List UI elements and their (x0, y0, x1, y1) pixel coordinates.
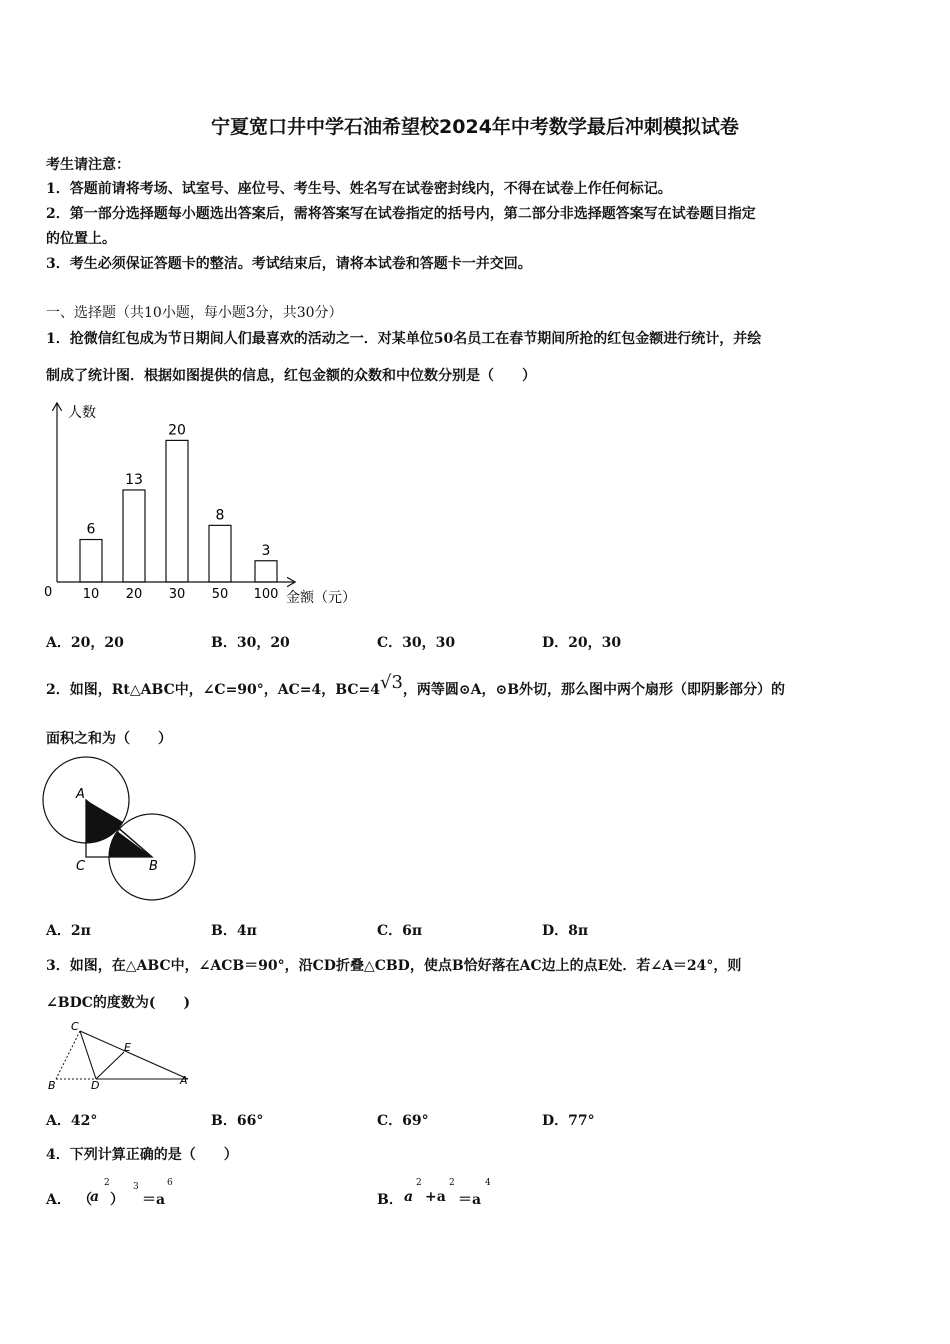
x-axis-label: 金额（元） (286, 590, 356, 606)
y-axis-label: 人数 (68, 405, 96, 421)
q2-stem-line1 (46, 672, 786, 699)
origin-label: 0 (44, 585, 53, 600)
q3-option-c[interactable]: C．69° (377, 1113, 429, 1129)
q3-stem-line2: ∠BDC的度数为( ) (46, 995, 191, 1011)
label-b: B (149, 859, 158, 874)
bar-value-label: 13 (125, 471, 143, 488)
section-heading: 一、选择题（共10小题，每小题3分，共30分） (46, 305, 343, 321)
bar-50 (209, 525, 231, 582)
q3-option-d[interactable]: D．77° (542, 1113, 595, 1129)
bar-value-label: 3 (261, 542, 271, 559)
notice-item: 2．第一部分选择题每小题选出答案后，需将答案写在试卷指定的括号内，第二部分非选择题答案写在试卷题目指定 (46, 206, 756, 222)
bar-10 (80, 540, 102, 582)
q1-option-d[interactable]: D．20，30 (542, 635, 622, 651)
q1-option-b[interactable]: B．30，20 (211, 635, 290, 651)
bar-100 (255, 561, 277, 582)
label-c: C (76, 859, 86, 874)
q2-stem-line2: 面积之和为（ ） (46, 731, 172, 747)
q4-stem: 4．下列计算正确的是（ ） (46, 1147, 238, 1163)
bar-value-label: 8 (215, 507, 225, 524)
x-tick-label: 10 (82, 587, 100, 602)
q2-stem-part2: ，两等圆⊙A，⊙B外切，那么图中两个扇形（即阴影部分）的 (402, 682, 786, 698)
q3-option-b[interactable]: B．66° (211, 1113, 264, 1129)
q1-option-a[interactable]: A．20，20 (46, 635, 124, 651)
x-tick-label: 30 (168, 587, 186, 602)
sector-b (109, 831, 152, 857)
bar-value-label: 20 (168, 422, 186, 439)
x-tick-label: 50 (211, 587, 229, 602)
notice-item: 1．答题前请将考场、试室号、座位号、考生号、姓名写在试卷密封线内，不得在试卷上作任何标记。 (46, 181, 672, 197)
x-tick-label: 100 (253, 587, 279, 602)
q1-bar-chart (38, 398, 378, 613)
label-b: B (48, 1079, 56, 1092)
label-a: A (180, 1074, 188, 1087)
bar-value-label: 6 (86, 521, 96, 538)
q2-stem-part1: 2．如图，Rt△ABC中，∠C=90°，AC=4，BC=4 (46, 682, 380, 698)
bar-20 (123, 490, 145, 582)
q2-option-a[interactable]: A．2π (46, 923, 91, 939)
notice-item: 的位置上。 (46, 231, 116, 247)
label-d: D (91, 1079, 100, 1092)
label-a: A (76, 787, 85, 802)
q2-sqrt: √3 (379, 672, 403, 693)
q1-stem-line2: 制成了统计图．根据如图提供的信息，红包金额的众数和中位数分别是（ ） (46, 368, 536, 384)
label-e: E (124, 1041, 131, 1054)
q1-stem-line1: 1．抢微信红包成为节日期间人们最喜欢的活动之一．对某单位50名员工在春节期间所抢的红包金额进行统计，并绘 (46, 331, 762, 347)
q3-option-a[interactable]: A．42° (46, 1113, 98, 1129)
notice-item: 3．考生必须保证答题卡的整洁。考试结束后，请将本试卷和答题卡一并交回。 (46, 256, 532, 272)
q2-option-c[interactable]: C．6π (377, 923, 423, 939)
bar-30 (166, 440, 188, 582)
label-c: C (71, 1020, 79, 1033)
q2-figure (40, 756, 205, 904)
page-title: 宁夏宽口井中学石油希望校2024年中考数学最后冲刺模拟试卷 (211, 116, 739, 138)
notice-heading: 考生请注意： (46, 157, 130, 173)
q3-figure (44, 1018, 204, 1092)
q3-stem-line1: 3．如图，在△ABC中，∠ACB＝90°，沿CD折叠△CBD，使点B恰好落在AC边上的点E处．若∠A＝24°，则 (46, 958, 742, 974)
q2-option-b[interactable]: B．4π (211, 923, 257, 939)
q2-option-d[interactable]: D．8π (542, 923, 589, 939)
q1-option-c[interactable]: C．30，30 (377, 635, 456, 651)
x-tick-label: 20 (125, 587, 143, 602)
